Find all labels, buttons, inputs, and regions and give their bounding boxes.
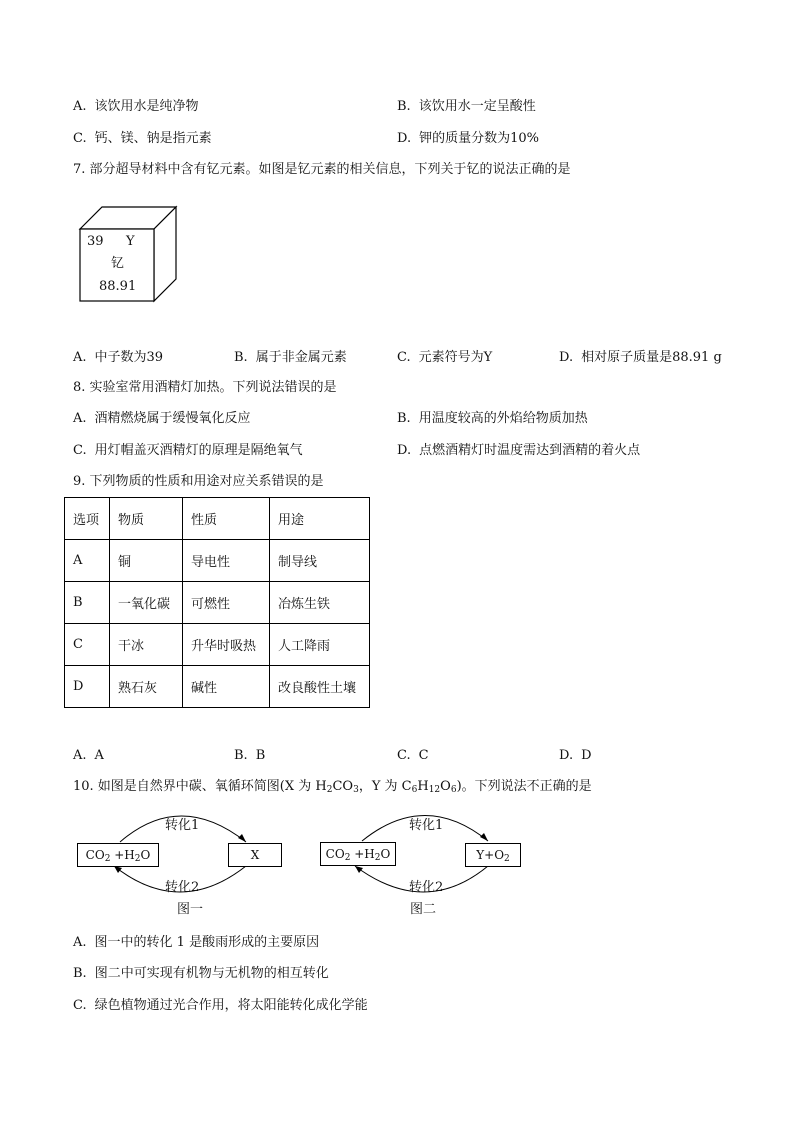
option-label: C. [73, 443, 87, 458]
q7-stem: 7. 部分超导材料中含有钇元素。如图是钇元素的相关信息，下列关于钇的说法正确的是 [73, 162, 571, 177]
option-text: 用温度较高的外焰给物质加热 [418, 411, 588, 426]
option-text: 图一中的转化 1 是酸雨形成的主要原因 [94, 935, 320, 950]
option-text: 钾的质量分数为10% [419, 131, 539, 146]
element-atomic-number: 39 [87, 234, 104, 249]
formula-part: +H [110, 848, 135, 862]
option-label: A. [73, 99, 87, 114]
element-name: 钇 [111, 256, 125, 271]
subscript: 6 [450, 785, 457, 795]
q9-stem: 9. 下列物质的性质和用途对应关系错误的是 [73, 474, 324, 489]
option-text: 属于非金属元素 [255, 350, 347, 365]
cycle1-left-box [77, 843, 159, 867]
table-cell: C [65, 624, 110, 666]
cycle1-caption: 图一 [177, 902, 204, 917]
option-text: A [94, 748, 104, 763]
table-cell: 导电性 [183, 540, 270, 582]
table-cell: 冶炼生铁 [270, 582, 370, 624]
option-label: B. [234, 748, 248, 763]
option-label: B. [234, 350, 248, 365]
q10-option-a [73, 934, 319, 952]
option-text: 绿色植物通过光合作用，将太阳能转化成化学能 [94, 998, 368, 1013]
subscript: 3 [353, 785, 359, 795]
formula-part: CO [85, 848, 105, 862]
cycle1-top-label: 转化1 [165, 818, 200, 833]
option-label: B. [397, 99, 411, 114]
cycle1-bottom-arrowhead [114, 866, 122, 873]
option-label: C. [397, 748, 411, 763]
table-header-cell: 性质 [183, 498, 270, 540]
table-cell: 可燃性 [183, 582, 270, 624]
cycle1-right-box: X [228, 843, 282, 867]
formula-part: +H [350, 847, 375, 861]
option-text: D [581, 748, 592, 763]
table-cell: 制导线 [270, 540, 370, 582]
cycle2-left-box [320, 842, 396, 866]
q10-option-b [73, 965, 329, 983]
option-label: D. [559, 350, 574, 365]
option-text: 元素符号为Y [418, 350, 493, 365]
option-text: 图二中可实现有机物与无机物的相互转化 [94, 966, 329, 981]
option-label: B. [73, 966, 87, 981]
table-cell: 碱性 [183, 666, 270, 708]
formula-part: O [140, 848, 151, 862]
element-atomic-mass: 88.91 [99, 279, 137, 294]
subscript: 2 [134, 854, 141, 864]
table-cell: 铜 [110, 540, 183, 582]
option-label: A. [73, 350, 87, 365]
option-label: D. [397, 131, 412, 146]
option-text: 钙、镁、钠是指元素 [94, 131, 212, 146]
cycle2-bottom-arrowhead [355, 866, 363, 873]
table-header-cell: 物质 [110, 498, 183, 540]
option-text: 相对原子质量是88.91 g [581, 350, 722, 365]
option-label: A. [73, 411, 87, 426]
option-text: B [255, 748, 266, 763]
table-cell: 一氧化碳 [110, 582, 183, 624]
table-cell: 人工降雨 [270, 624, 370, 666]
table-cell: 升华时吸热 [183, 624, 270, 666]
option-label: C. [397, 350, 411, 365]
subscript: 6 [411, 785, 418, 795]
table-header-cell: 用途 [270, 498, 370, 540]
cycle2-bottom-label: 转化2 [409, 880, 444, 895]
option-text: 用灯帽盖灭酒精灯的原理是隔绝氧气 [94, 443, 303, 458]
option-text: C [418, 748, 429, 763]
subscript: 2 [374, 853, 381, 863]
stem-part: O [440, 779, 451, 794]
stem-part: CO [332, 779, 354, 794]
cycle2-top-label: 转化1 [409, 818, 444, 833]
subscript: 2 [326, 785, 333, 795]
stem-part: )。下列说法不正确的是 [456, 779, 592, 794]
cycle2-top-arrowhead [480, 833, 488, 841]
q8-stem: 8. 实验室常用酒精灯加热。下列说法错误的是 [73, 380, 337, 395]
option-text: 该饮用水一定呈酸性 [418, 99, 536, 114]
subscript: 12 [428, 785, 441, 795]
cycle1-bottom-label: 转化2 [165, 880, 200, 895]
stem-part: ，Y 为 C [358, 779, 412, 794]
table-cell: B [65, 582, 110, 624]
subscript: 2 [104, 854, 111, 864]
table-cell: A [65, 540, 110, 582]
formula-part: CO [325, 847, 345, 861]
option-label: C. [73, 131, 87, 146]
option-label: B. [397, 411, 411, 426]
option-label: A. [73, 935, 87, 950]
option-label: D. [397, 443, 412, 458]
subscript: 2 [344, 853, 351, 863]
option-text: 酒精燃烧属于缓慢氧化反应 [94, 411, 251, 426]
table-header-cell: 选项 [65, 498, 110, 540]
subscript: 2 [504, 854, 510, 864]
option-label: A. [73, 748, 87, 763]
option-text: 点燃酒精灯时温度需达到酒精的着火点 [419, 443, 641, 458]
cycle2-caption: 图二 [410, 902, 437, 917]
cycle1-top-arrowhead [238, 834, 246, 842]
table-cell: 干冰 [110, 624, 183, 666]
option-text: 中子数为39 [94, 350, 164, 365]
option-label: C. [73, 998, 87, 1013]
stem-part: H [417, 779, 429, 794]
table-cell: 改良酸性土壤 [270, 666, 370, 708]
option-label: D. [559, 748, 574, 763]
q10-option-c [73, 997, 368, 1015]
cycle2-right-box [465, 843, 521, 867]
formula-part: Y+O [476, 848, 505, 862]
table-cell: 熟石灰 [110, 666, 183, 708]
stem-part: 10. 如图是自然界中碳、氧循环简图(X 为 H [73, 779, 327, 794]
option-text: 该饮用水是纯净物 [94, 99, 199, 114]
table-cell: D [65, 666, 110, 708]
element-symbol: Y [126, 234, 135, 249]
formula-part: O [380, 847, 391, 861]
